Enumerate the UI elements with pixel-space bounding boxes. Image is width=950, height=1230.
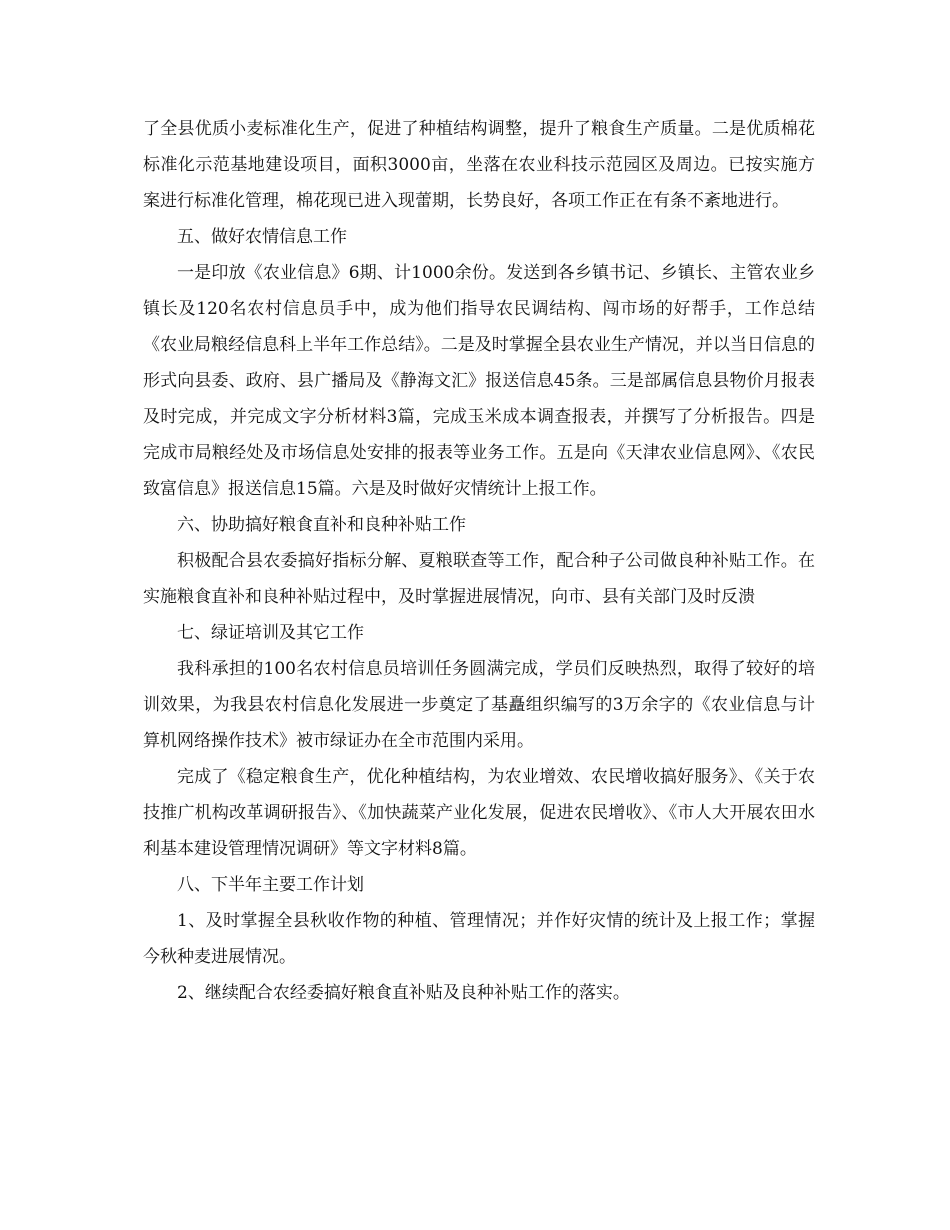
paragraph-subsidy: 积极配合县农委搞好指标分解、夏粮联查等工作，配合种子公司做良种补贴工作。在实施粮食直补和良种补贴过程中，及时掌握进展情况，向市、县有关部门及时反溃 [143,551,815,607]
plan-item-1: 1、及时掌握全县秋收作物的种植、管理情况；并作好灾情的统计及上报工作；掌握今秋种麦进展情况。 [143,911,815,967]
paragraph-farm-info: 一是印放《农业信息》6期、计1000余份。发送到各乡镇书记、乡镇长、主管农业乡镇长及120名农村信息员手中，成为他们指导农民调结构、闯市场的好帮手，工作总结《农业局粮经信息科上半年工作总结》。二是及时掌握全县农业生产情况，并以当日信息的形式向县委、政府、县广播局及《静海文汇》报送信息45条。三是部属信息县物价月报表及时完成，并完成文字分析材料3篇，完成玉米成本调查报表，并撰写了分析报告。四是完成市局粮经处及市场信息处安排的报表等业务工作。五是向《天津农业信息网》、《农民致富信息》报送信息15篇。六是及时做好灾情统计上报工作。 [143,263,815,499]
section-heading-training: 七、绿证培训及其它工作 [177,623,364,643]
document-body [143,111,815,1011]
paragraph-cotton-project: 了全县优质小麦标准化生产，促进了种植结构调整，提升了粮食生产质量。二是优质棉花标准化示范基地建设项目，面积3000亩，坐落在农业科技示范园区及周边。已按实施方案进行标准化管理，棉花现已进入现蕾期，长势良好，各项工作正在有条不紊地进行。 [143,119,815,211]
paragraph-training: 我科承担的100名农村信息员培训任务圆满完成，学员们反映热烈，取得了较好的培训效果，为我县农村信息化发展进一步奠定了基矗组织编写的3万余字的《农业信息与计算机网络操作技术》被市绿证办在全市范围内采用。 [143,659,815,751]
paragraph-reports: 完成了《稳定粮食生产，优化种植结构，为农业增效、农民增收搞好服务》、《关于农技推广机构改革调研报告》、《加快蔬菜产业化发展，促进农民增收》、《市人大开展农田水利基本建设管理情况调研》等文字材料8篇。 [143,767,815,859]
plan-item-2: 2、继续配合农经委搞好粮食直补贴及良种补贴工作的落实。 [177,983,630,1003]
section-heading-plan: 八、下半年主要工作计划 [177,875,364,895]
section-heading-farm-info: 五、做好农情信息工作 [177,227,347,247]
section-heading-subsidy: 六、协助搞好粮食直补和良种补贴工作 [177,515,466,535]
